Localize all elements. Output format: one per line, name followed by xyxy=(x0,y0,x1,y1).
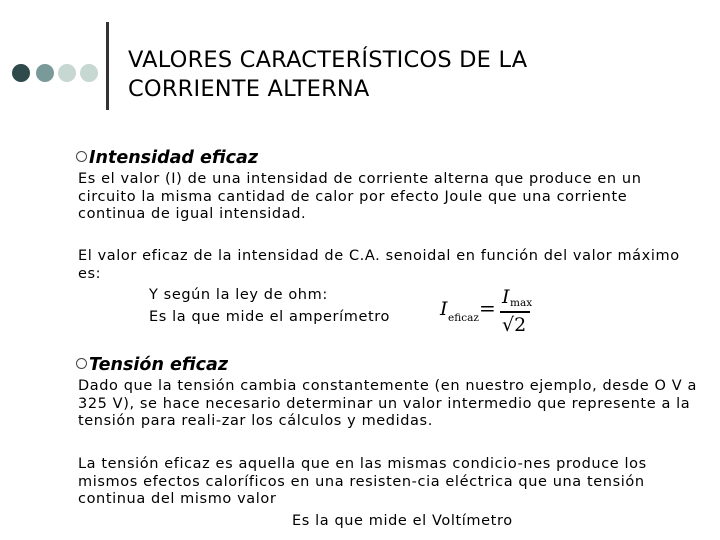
formula-intensidad-eficaz xyxy=(436,286,536,340)
bullet-icon xyxy=(76,151,87,162)
slide-title xyxy=(128,46,708,104)
section-heading-tension xyxy=(76,355,228,375)
section-heading-text: Tensión eficaz xyxy=(89,355,229,375)
title-divider xyxy=(106,22,109,110)
dot-light-1 xyxy=(58,64,76,82)
formula-equals: = xyxy=(479,296,496,320)
line-amperimetro: Es la que mide el amperímetro xyxy=(149,309,390,325)
formula-numerator-sub: max xyxy=(510,297,533,309)
formula-denominator: √2 xyxy=(502,314,527,336)
formula-lhs-sub: eficaz xyxy=(448,312,479,324)
slide-title-line1: VALORES CARACTERÍSTICOS DE LA xyxy=(128,47,528,73)
section-heading-text: Intensidad eficaz xyxy=(89,148,259,168)
formula-fraction-bar xyxy=(500,311,530,313)
paragraph-intensidad-def: Es el valor (I) de una intensidad de corriente alterna que produce en un circuito la misma cantidad de calor por efecto Joule que una corriente continua de igual intensidad. xyxy=(78,171,642,222)
line-voltimetro: Es la que mide el Voltímetro xyxy=(292,513,513,529)
dot-dark xyxy=(12,64,30,82)
paragraph-tension-eficaz: La tensión eficaz es aquella que en las mismas condicio-nes produce los mismos efectos caloríficos en una resisten-cia eléctrica que una tensión continua del mismo valor xyxy=(78,456,647,507)
dot-mid xyxy=(36,64,54,82)
formula-lhs: I xyxy=(440,298,448,320)
dot-light-2 xyxy=(80,64,98,82)
bullet-icon xyxy=(76,358,87,369)
line-ley-ohm: Y según la ley de ohm: xyxy=(149,287,328,303)
paragraph-tension-def: Dado que la tensión cambia constantemente (en nuestro ejemplo, desde O V a 325 V), se hace necesario determinar un valor intermedio que represente a la tensión para reali-zar los cálculos y medidas. xyxy=(78,378,697,429)
decorative-dots xyxy=(12,64,94,84)
paragraph-intensidad-formula-intro: El valor eficaz de la intensidad de C.A. senoidal en función del valor máximo es: xyxy=(78,248,680,282)
slide-title-line2: CORRIENTE ALTERNA xyxy=(128,76,370,102)
formula-numerator: I xyxy=(502,286,510,308)
section-heading-intensidad xyxy=(76,148,258,168)
